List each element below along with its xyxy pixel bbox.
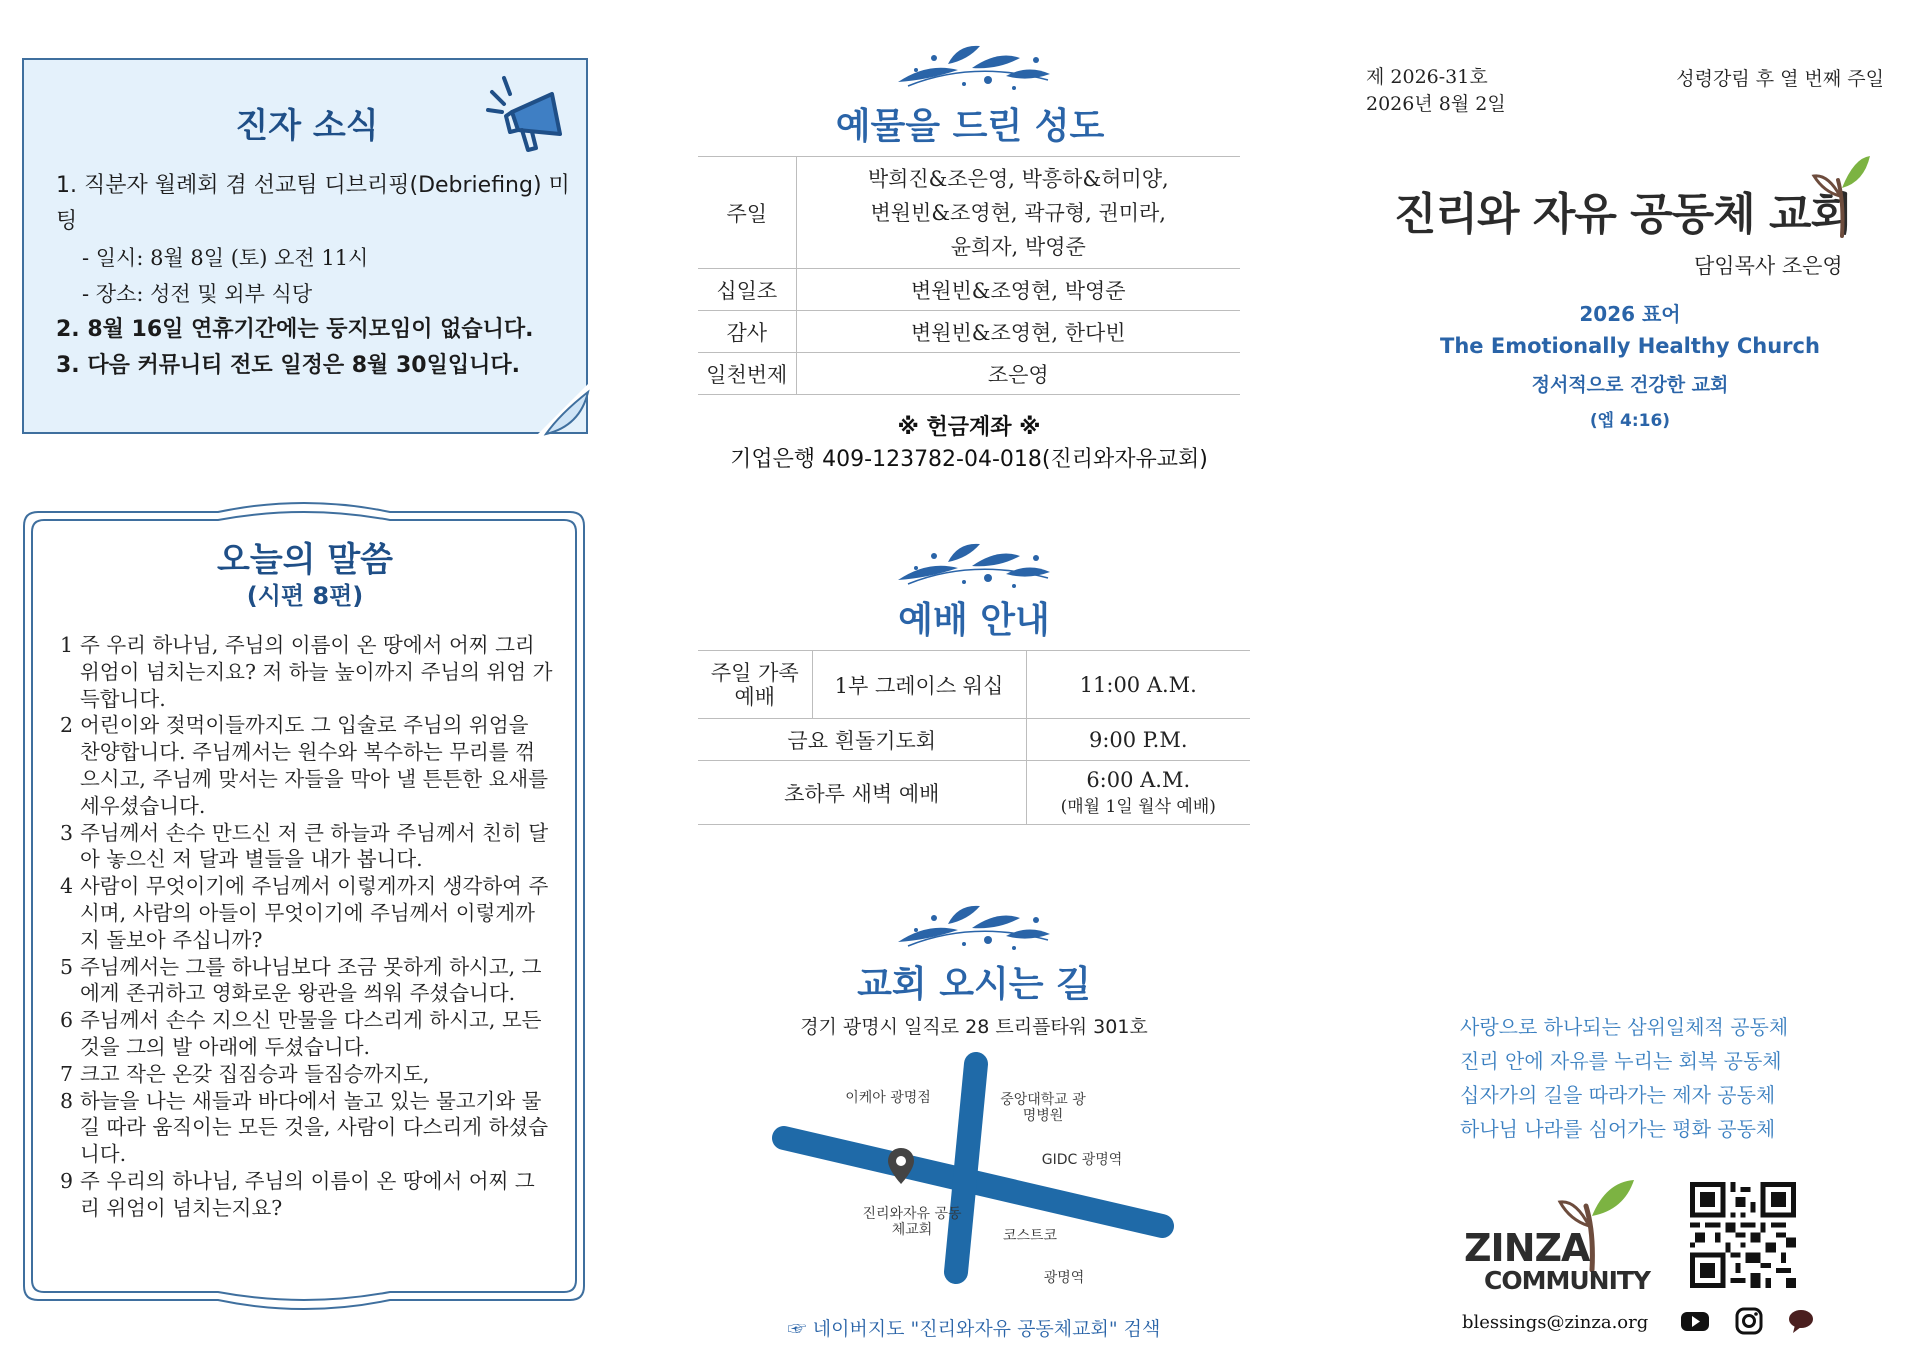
account-number: 기업은행 409-123782-04-018(진리와자유교회) (730, 447, 1208, 472)
table-row (698, 353, 1240, 395)
leaf-ornament (888, 900, 1058, 960)
motto-korean: 정서적으로 건강한 교회 (1531, 374, 1729, 396)
issue-number: 제 2026-31호 (1366, 66, 1488, 88)
offering-names: 박희진&조은영, 박흥하&허미양, 변원빈&조영현, 곽규형, 권미라, 윤희자, 박영준 (796, 157, 1240, 269)
news-item-2: 2. 8월 16일 연휴기간에는 둥지모임이 없습니다. (56, 317, 534, 342)
service-time: 6:00 A.M. (1086, 768, 1191, 792)
news-box (22, 58, 588, 434)
verse: 4 사람이 무엇이기에 주님께서 이렇게까지 생각하여 주시며, 사람의 아들이 무엇이기에 주님께서 이렇게까지 돌보아 주십니까? (60, 874, 549, 952)
map-pin-icon (886, 1146, 916, 1186)
worship-title: 예배 안내 (898, 600, 1050, 641)
map-roads (770, 1050, 1190, 1300)
table-row (698, 269, 1240, 311)
liturgical-season: 성령강림 후 열 번째 주일 (1676, 68, 1884, 90)
pastor-name: 담임목사 조은영 (1694, 254, 1843, 278)
church-name: 진리와 자유 공동체 교회 (1394, 189, 1852, 240)
news-sub-1: - 일시: 8월 8일 (토) 오전 11시 (82, 246, 369, 270)
table-row (698, 651, 1250, 719)
scripture-reference: (시편 8편) (246, 582, 364, 610)
news-title: 진자 소식 (235, 106, 379, 146)
location-map[interactable] (770, 1050, 1190, 1300)
directions-title: 교회 오시는 길 (857, 964, 1091, 1005)
news-list (56, 168, 576, 384)
verse: 8 하늘을 나는 새들과 바다에서 놀고 있는 물고기와 물길 따라 움직이는 모든 것을, 사람이 다스리게 하셨습니다. (60, 1088, 548, 1167)
kakao-icon[interactable] (1786, 1306, 1816, 1336)
verse: 6 주님께서 손수 지으신 만물을 다스리게 하시고, 모든 것을 그의 발 아래에 두셨습니다. (60, 1008, 542, 1059)
road-vertical (956, 1064, 976, 1272)
issue-date: 2026년 8월 2일 (1366, 93, 1506, 115)
issue-info (1366, 64, 1506, 118)
service-name: 1부 그레이스 워십 (812, 651, 1026, 719)
news-item-3: 3. 다음 커뮤니티 전도 일정은 8월 30일입니다. (56, 353, 520, 378)
sprout-logo (1810, 152, 1872, 238)
motto-year: 2026 표어 (1579, 302, 1681, 326)
offering-label: 십일조 (698, 269, 796, 311)
vision-statements (1460, 1010, 1820, 1146)
megaphone-icon (482, 72, 574, 162)
youtube-icon[interactable] (1680, 1306, 1710, 1336)
scripture-verses (60, 632, 554, 1222)
offering-names: 변원빈&조영현, 한다빈 (796, 311, 1240, 353)
vision-line: 십자가의 길을 따라가는 제자 공동체 (1460, 1083, 1776, 1107)
news-sub-2: - 장소: 성전 및 외부 식당 (82, 282, 313, 306)
map-label-ikea: 이케아 광명점 (845, 1090, 931, 1106)
leaf-ornament (888, 538, 1058, 598)
vision-line: 진리 안에 자유를 누리는 회복 공동체 (1460, 1049, 1782, 1073)
offering-label: 감사 (698, 311, 796, 353)
sunday-label: 주일 가족 예배 (698, 651, 812, 719)
service-time-cell (1026, 761, 1250, 825)
table-row (698, 157, 1240, 269)
map-label-church: 진리와자유 공동체교회 (862, 1206, 962, 1238)
map-search-hint[interactable]: ☞ 네이버지도 "진리와자유 공동체교회" 검색 (787, 1318, 1161, 1340)
verse: 7 크고 작은 온갖 집짐승과 들짐승까지도, (60, 1061, 430, 1086)
offering-names: 조은영 (796, 353, 1240, 395)
map-label-hospital: 중앙대학교 광명병원 (1000, 1092, 1086, 1124)
account-title: ※ 헌금계좌 ※ (897, 415, 1041, 440)
motto-english: The Emotionally Healthy Church (1440, 334, 1820, 358)
instagram-icon[interactable] (1734, 1306, 1764, 1336)
table-row (698, 761, 1250, 825)
map-label-gidc: GIDC 광명역 (1041, 1152, 1123, 1168)
verse: 9 주 우리의 하나님, 주님의 이름이 온 땅에서 어찌 그리 위엄이 넘치는지요? (60, 1168, 535, 1220)
table-row (698, 311, 1240, 353)
vision-line: 하나님 나라를 심어가는 평화 공동체 (1460, 1117, 1776, 1141)
worship-table (698, 650, 1250, 825)
leaf-ornament (888, 40, 1058, 100)
brand-community: COMMUNITY (1484, 1266, 1651, 1295)
church-address: 경기 광명시 일직로 28 트리플타워 301호 (800, 1016, 1148, 1038)
page-curl-decoration (538, 384, 590, 436)
verse: 3 주님께서 손수 만드신 저 큰 하늘과 주님께서 친히 달아 놓으신 저 달과 별들을 내가 봅니다. (60, 820, 548, 872)
service-name: 초하루 새벽 예배 (698, 761, 1026, 825)
table-row (698, 719, 1250, 761)
map-label-costco: 코스트코 (1002, 1228, 1058, 1244)
brand-zinza: ZINZA (1464, 1226, 1590, 1270)
contact-email[interactable]: blessings@zinza.org (1462, 1312, 1649, 1333)
vision-line: 사랑으로 하나되는 삼위일체적 공동체 (1460, 1015, 1789, 1039)
map-label-station: 광명역 (1043, 1270, 1085, 1286)
qr-code[interactable] (1690, 1182, 1796, 1288)
service-name: 금요 흰돌기도회 (698, 719, 1026, 761)
offering-title: 예물을 드린 성도 (835, 106, 1105, 147)
verse: 2 어린이와 젖먹이들까지도 그 입술로 주님의 위엄을 찬양합니다. 주님께서는 원수와 복수하는 무리를 꺾으시고, 주님께 맞서는 자들을 막아 낼 튼튼한 요새를 세우셨습니다. (60, 713, 548, 818)
offering-label: 일천번제 (698, 353, 796, 395)
verse: 1 주 우리 하나님, 주님의 이름이 온 땅에서 어찌 그리 위엄이 넘치는지요? 저 하늘 높이까지 주님의 위엄 가득합니다. (60, 633, 553, 711)
scripture-title: 오늘의 말씀 (216, 540, 394, 580)
service-time: 11:00 A.M. (1026, 651, 1250, 719)
verse: 5 주님께서는 그를 하나님보다 조금 못하게 하시고, 그에게 존귀하고 영화로운 왕관을 씌워 주셨습니다. (60, 954, 542, 1006)
offering-label: 주일 (698, 157, 796, 269)
motto-reference: (엡 4:16) (1589, 411, 1671, 431)
offering-table (698, 156, 1240, 395)
news-item-1: 1. 직분자 월례회 겸 선교팀 디브리핑(Debriefing) 미팅 (56, 173, 570, 234)
service-note: (매월 1일 월삭 예배) (1060, 797, 1216, 817)
offering-names: 변원빈&조영현, 박영준 (796, 269, 1240, 311)
service-time: 9:00 P.M. (1026, 719, 1250, 761)
